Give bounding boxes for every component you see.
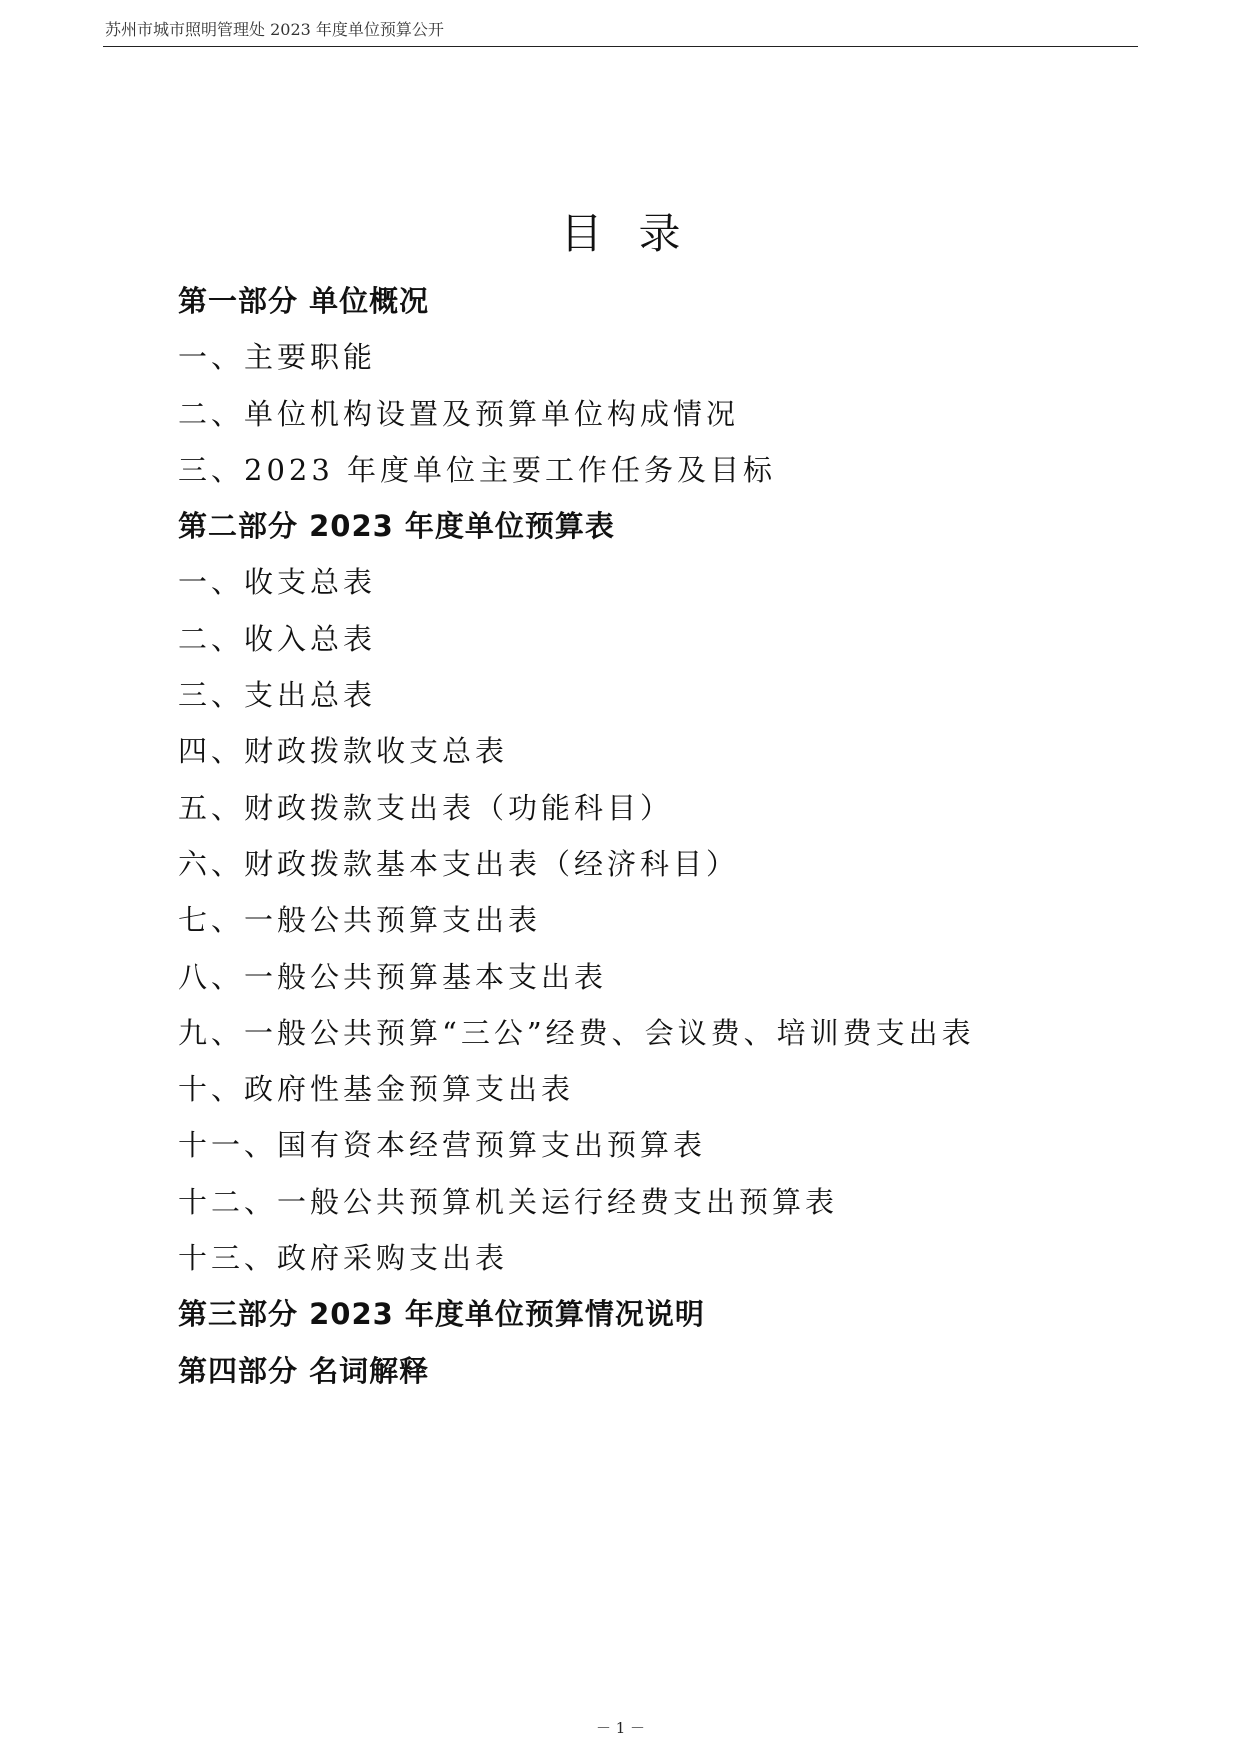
toc-list [178,273,1118,1399]
toc-item: 二、单位机构设置及预算单位构成情况 [178,396,740,431]
toc-item: 九、一般公共预算“三公”经费、会议费、培训费支出表 [178,1015,975,1050]
toc-part-heading: 第三部分 2023 年度单位预算情况说明 [178,1297,705,1332]
toc-item: 七、一般公共预算支出表 [178,903,542,938]
toc-item: 三、支出总表 [178,678,377,713]
toc-item: 十三、政府采购支出表 [178,1241,509,1276]
toc-part-heading: 第一部分 单位概况 [178,284,430,318]
toc-item: 六、财政拨款基本支出表（经济科目） [178,846,740,881]
toc-title: 目录 [560,209,717,259]
running-header [103,20,1138,47]
toc-item: 八、一般公共预算基本支出表 [178,959,608,994]
toc-item: 十一、国有资本经营预算支出预算表 [178,1128,707,1163]
toc-part-heading: 第四部分 名词解释 [178,1353,430,1388]
toc-item: 二、收入总表 [178,621,377,656]
toc-item: 一、收支总表 [178,565,377,600]
toc-item: 四、财政拨款收支总表 [178,734,509,769]
toc-part-heading: 第二部分 2023 年度单位预算表 [178,509,615,544]
running-header-title: 苏州市城市照明管理处 2023 年度单位预算公开 [105,20,444,39]
page-number: － 1 － [595,1719,646,1737]
toc-item: 十、政府性基金预算支出表 [178,1072,575,1107]
toc-item: 一、主要职能 [178,340,377,375]
toc-item: 三、2023 年度单位主要工作任务及目标 [178,452,777,487]
toc-item: 五、财政拨款支出表（功能科目） [178,790,674,825]
toc-item: 十二、一般公共预算机关运行经费支出预算表 [178,1184,839,1219]
